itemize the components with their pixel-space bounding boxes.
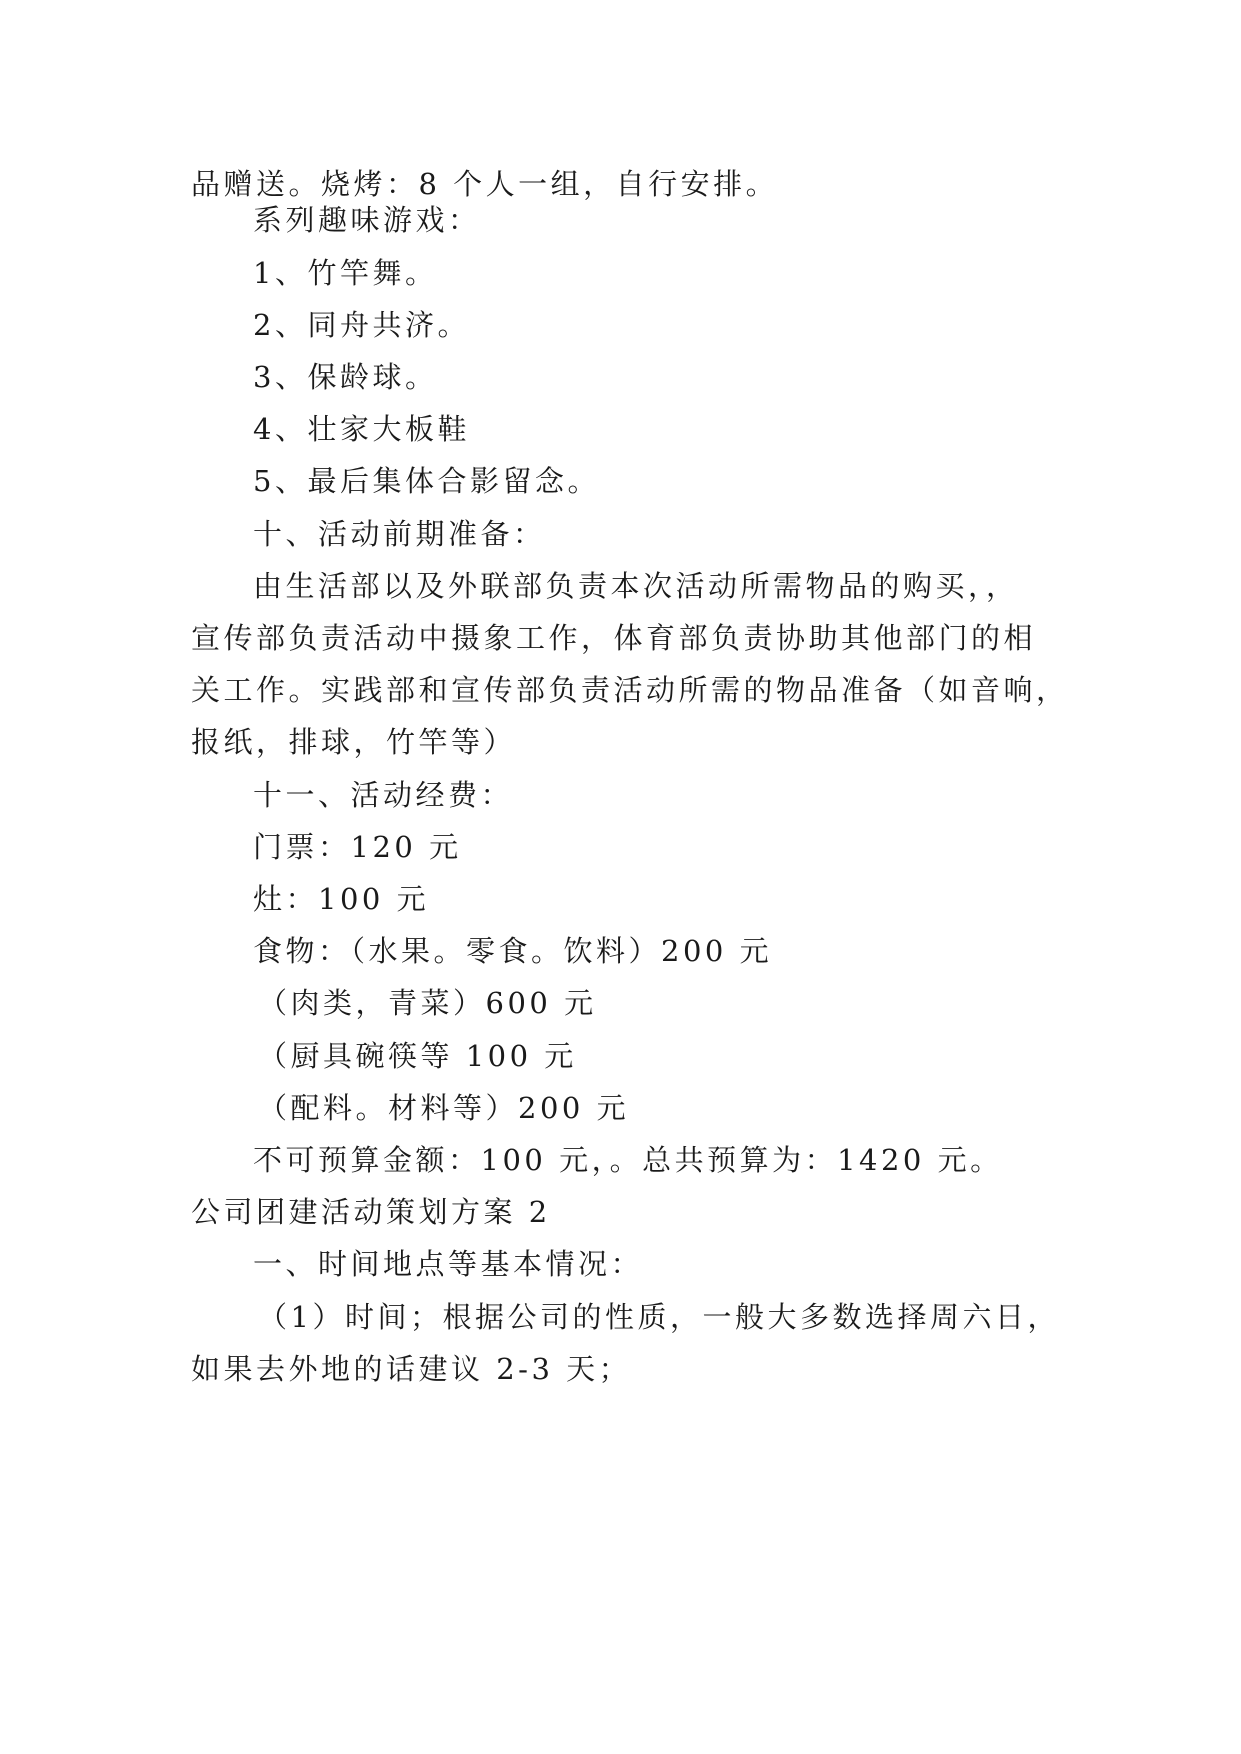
budget-item: （肉类，青菜）600 元 bbox=[258, 986, 597, 1020]
budget-item: （配料。材料等）200 元 bbox=[258, 1091, 630, 1125]
list-item: 5、最后集体合影留念。 bbox=[253, 464, 600, 498]
list-item: 3、保龄球。 bbox=[253, 360, 438, 394]
budget-item: 食物：（水果。零食。饮料）200 元 bbox=[253, 934, 773, 968]
section-heading: 十、活动前期准备： bbox=[253, 517, 546, 551]
paragraph-line: 系列趣味游戏： bbox=[253, 203, 481, 237]
section-heading: 十一、活动经费： bbox=[253, 778, 514, 812]
paragraph-line: 宣传部负责活动中摄象工作，体育部负责协助其他部门的相 bbox=[191, 621, 1037, 655]
paragraph-line: （1）时间；根据公司的性质，一般大多数选择周六日， bbox=[258, 1300, 1060, 1334]
budget-item: 门票：120 元 bbox=[253, 830, 462, 864]
list-item: 2、同舟共济。 bbox=[253, 308, 470, 342]
budget-total: 不可预算金额：100 元，。总共预算为：1420 元。 bbox=[253, 1143, 1003, 1177]
paragraph-line: 报纸，排球，竹竿等） bbox=[191, 725, 517, 759]
paragraph-line: 由生活部以及外联部负责本次活动所需物品的购买，， bbox=[253, 569, 1019, 603]
paragraph-line: 关工作。实践部和宣传部负责活动所需的物品准备（如音响， bbox=[191, 673, 1069, 707]
budget-item: 灶：100 元 bbox=[253, 882, 430, 916]
budget-item: （厨具碗筷等 100 元 bbox=[258, 1039, 577, 1073]
section-heading: 一、时间地点等基本情况： bbox=[253, 1247, 644, 1281]
paragraph-line: 如果去外地的话建议 2-3 天； bbox=[191, 1352, 632, 1386]
list-item: 1、竹竿舞。 bbox=[253, 256, 438, 290]
list-item: 4、壮家大板鞋 bbox=[253, 412, 470, 446]
document-title: 公司团建活动策划方案 2 bbox=[191, 1195, 551, 1229]
paragraph-line: 品赠送。烧烤：8 个人一组，自行安排。 bbox=[191, 167, 779, 201]
